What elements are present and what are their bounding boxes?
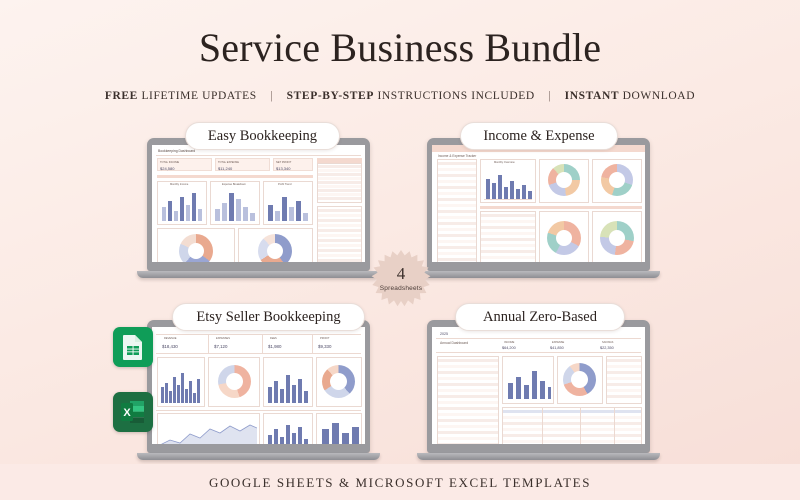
spreadsheet-income-expense[interactable]: Income & Expense Tracker Monthly Overview <box>432 145 645 262</box>
separator-2: | <box>548 90 552 102</box>
laptop-base <box>417 271 660 278</box>
feature-line <box>0 90 800 102</box>
area-chart <box>160 419 257 444</box>
feature-3-rest: DOWNLOAD <box>622 90 696 102</box>
product-label-annual-zero-based <box>455 303 625 331</box>
product-label-text: Income & Expense <box>483 127 595 144</box>
feature-1-strong: FREE <box>104 90 138 102</box>
spreadsheet-count-badge <box>370 250 432 312</box>
badge-count: 4 <box>396 264 406 283</box>
microsoft-excel-icon <box>113 392 153 432</box>
laptop-base <box>137 271 380 278</box>
feature-1-rest: LIFETIME UPDATES <box>141 90 257 102</box>
footer-text: GOOGLE SHEETS & MICROSOFT EXCEL TEMPLATES <box>208 475 592 490</box>
laptop-income-expense <box>427 138 650 278</box>
laptop-screen-frame <box>427 320 650 453</box>
google-sheets-icon <box>113 327 153 367</box>
page-title: Service Business Bundle <box>198 25 602 70</box>
laptop-screen-frame <box>427 138 650 271</box>
product-label-text: Etsy Seller Bookkeeping <box>196 308 341 325</box>
svg-text:X: X <box>123 407 131 419</box>
laptop-base <box>137 453 380 460</box>
product-label-text: Easy Bookkeeping <box>207 127 318 144</box>
badge-caption: Spreadsheets <box>379 285 423 292</box>
spreadsheet-easy-bookkeeping[interactable]: Bookkeeping Dashboard TOTAL INCOME $24,580 TOTAL EXPENSE $11,240 NET PROFIT $13,340 Monthly Income Expense Breakdown Profit Trend <box>152 145 365 262</box>
feature-1 <box>105 90 257 102</box>
spreadsheet-etsy-seller[interactable]: REVENUE EXPENSES FEES PROFIT $18,430 $7,120 $1,980 $9,330 <box>152 327 365 444</box>
laptop-easy-bookkeeping <box>147 138 370 278</box>
feature-2-rest: INSTRUCTIONS INCLUDED <box>377 90 535 102</box>
laptop-screen-frame <box>147 320 370 453</box>
spreadsheet-annual-zero-based[interactable]: 2025 Annual Dashboard INCOME EXPENSE SAVINGS $64,200 $41,850 $22,350 <box>432 327 645 444</box>
product-label-easy-bookkeeping <box>185 122 340 150</box>
product-label-income-expense <box>460 122 618 150</box>
excel-glyph <box>121 399 145 425</box>
product-label-text: Annual Zero-Based <box>483 308 597 325</box>
feature-2 <box>287 90 535 102</box>
feature-2-strong: STEP-BY-STEP <box>286 90 374 102</box>
product-label-etsy-seller <box>172 303 365 331</box>
laptop-base <box>417 453 660 460</box>
feature-3-strong: INSTANT <box>564 90 620 102</box>
sheets-glyph <box>122 334 144 360</box>
separator-1: | <box>270 90 274 102</box>
laptop-screen-frame <box>147 138 370 271</box>
feature-3 <box>565 90 695 102</box>
laptop-etsy-seller <box>147 320 370 460</box>
laptop-annual-zero-based <box>427 320 650 460</box>
